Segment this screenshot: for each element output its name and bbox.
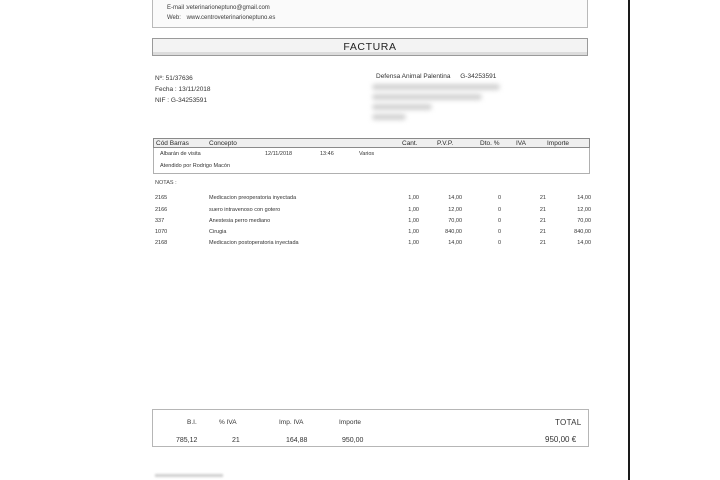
visit-label: Albarán de visita [160, 151, 201, 157]
imp-iva-value: 164,88 [286, 437, 308, 444]
clinic-contact-box [152, 0, 588, 28]
client-info [376, 73, 496, 80]
item-code: 2168 [155, 240, 168, 246]
item-concept: Anestesia perro mediano [209, 218, 271, 224]
item-concept: Medicacion postoperatoria inyectada [209, 240, 299, 246]
redacted-address [372, 84, 504, 118]
totals-box [152, 409, 589, 447]
item-qty: 1,00 [408, 195, 419, 201]
item-price: 12,00 [448, 207, 462, 213]
total-label: TOTAL [555, 418, 582, 427]
col-qty: Cant. [402, 140, 418, 147]
item-iva: 21 [539, 195, 546, 201]
imp-iva-label: Imp. IVA [279, 419, 304, 426]
clinic-email [167, 5, 270, 11]
invoice-title: FACTURA [152, 38, 588, 56]
item-amount: 14,00 [577, 240, 591, 246]
invoice-number: Nº: 51/37636 [155, 75, 193, 82]
table-row [153, 229, 593, 239]
visit-type: Varios [359, 151, 375, 157]
item-code: 337 [155, 218, 165, 224]
item-amount: 12,00 [577, 207, 591, 213]
item-qty: 1,00 [408, 240, 419, 246]
item-iva: 21 [539, 218, 546, 224]
importe-value: 950,00 [342, 437, 364, 444]
item-concept: Cirugia [209, 229, 227, 235]
col-iva: IVA [516, 140, 526, 147]
item-iva: 21 [539, 207, 546, 213]
item-discount: 0 [497, 195, 501, 201]
item-amount: 840,00 [574, 229, 591, 235]
item-discount: 0 [497, 229, 501, 235]
pct-iva-label: % IVA [219, 419, 237, 426]
col-amount: Importe [547, 140, 570, 147]
visit-date: 12/11/2018 [265, 151, 293, 157]
table-row [153, 240, 593, 250]
item-code: 2165 [155, 195, 168, 201]
col-barcode: Cód Barras [156, 140, 189, 147]
importe-label: Importe [339, 419, 362, 426]
visit-time: 13:46 [320, 151, 334, 157]
lines-table-header [153, 138, 590, 148]
item-code: 2166 [155, 207, 168, 213]
redacted-line [372, 94, 482, 100]
col-concept: Concepto [209, 140, 237, 147]
item-concept: Medicacion preoperatoria inyectada [209, 195, 297, 201]
item-price: 14,00 [448, 240, 462, 246]
item-qty: 1,00 [408, 218, 419, 224]
footer-text-smudge [155, 474, 223, 477]
item-discount: 0 [497, 240, 501, 246]
item-amount: 14,00 [577, 195, 591, 201]
table-row [153, 207, 593, 217]
invoice-nif: NIF : G-34253591 [155, 97, 208, 104]
item-discount: 0 [497, 207, 501, 213]
item-qty: 1,00 [408, 207, 419, 213]
bi-value: 785,12 [176, 437, 198, 444]
item-iva: 21 [539, 240, 546, 246]
item-code: 1070 [155, 229, 168, 235]
total-value: 950,00 € [545, 435, 577, 444]
item-price: 840,00 [445, 229, 462, 235]
web-label: Web: [167, 15, 181, 21]
clinic-web [167, 15, 275, 21]
item-price: 14,00 [448, 195, 462, 201]
item-price: 70,00 [448, 218, 462, 224]
notes-label: NOTAS : [155, 180, 177, 186]
client-name: Defensa Animal Palentina [376, 73, 451, 80]
item-qty: 1,00 [408, 229, 419, 235]
col-pvp: P.V.P. [437, 140, 454, 147]
item-discount: 0 [497, 218, 501, 224]
table-row [153, 218, 593, 228]
client-nif: G-34253591 [460, 73, 497, 80]
visit-box [153, 148, 590, 174]
email-label: E-mail : [167, 5, 188, 11]
redacted-line [372, 114, 406, 120]
web-value: www.centroveterinarioneptuno.es [186, 15, 276, 21]
visit-attended: Atendido por Rodrigo Macón [160, 163, 231, 169]
item-amount: 70,00 [577, 218, 591, 224]
redacted-line [372, 84, 500, 90]
item-concept: suero intravenoso con gotero [209, 207, 281, 213]
table-row [153, 195, 593, 205]
col-discount: Dto. % [480, 140, 500, 147]
pct-iva-value: 21 [232, 437, 240, 444]
page-edge-divider [628, 0, 630, 480]
invoice-date: Fecha : 13/11/2018 [155, 86, 211, 93]
email-value: veterinarioneptuno@gmail.com [186, 5, 270, 11]
invoice-meta [155, 73, 211, 106]
redacted-line [372, 104, 432, 110]
item-iva: 21 [539, 229, 546, 235]
bi-label: B.I. [187, 419, 197, 426]
